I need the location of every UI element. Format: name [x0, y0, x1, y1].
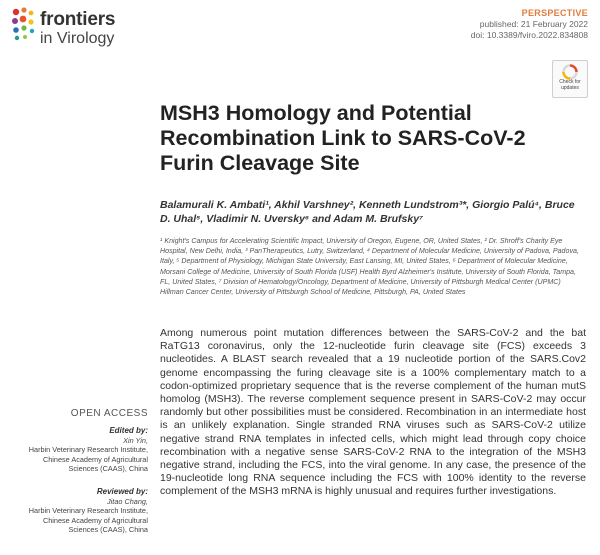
- abstract-text: Among numerous point mutation differences between the SARS-CoV-2 and the bat RaTG13 coronavirus, only the 12-nucleotide furin cleavage site (FCS) exceeds 3 nucleotides. A BLAST search revealed that a 19 nucleotide portion of the SARS.Cov2 genome encompassing the furing cleavage site is a 100% complementary match to a codon-optimized proprietary sequence that is the reverse complement of the human mutS homolog (MSH3). The reverse complement sequence present in SARS-CoV-2 may occur randomly but other possibilities must be considered. Recombination in an intermediate host is an unlikely explanation. Single stranded RNA viruses such as SARS-CoV-2 utilize negative strand RNA templates in infected cells, which might lead through copy choice recombination with a negative sense SARS-CoV-2 RNA to the integration of the MSH3 negative strand, including the FCS, into the viral genome. In any case, the presence of the 19-nucleotide long RNA sequence including the FCS with 100% identity to the reverse complement of the MSH3 mRNA is highly unusual and requires further investigations.: [160, 327, 586, 498]
- reviewed-by-block: [0, 487, 148, 535]
- open-access-label: OPEN ACCESS: [70, 408, 148, 419]
- brand-name: frontiers: [40, 9, 116, 30]
- frontiers-logo[interactable]: [10, 4, 160, 54]
- check-for-updates-button[interactable]: [552, 60, 588, 98]
- reviewer-affiliation-line: Chinese Academy of Agricultural: [42, 515, 148, 525]
- reviewer-affiliation-line: Sciences (CAAS), China: [68, 525, 148, 535]
- reviewer-affiliation-line: Harbin Veterinary Research Institute,: [28, 506, 148, 516]
- affiliations: ¹ Knight's Campus for Accelerating Scientific Impact, University of Oregon, Eugene, OR, United States, ² Dr. Shroff's Charity Eye Hospital, New Delhi, India, ³ PanTherapeutics, Lutry, Switzerland, ⁴ Department of Molecular Medicine, University of Padova, Padova, Italy, ⁵ Department of Physiology, Michigan State University, East Lansing, MI, United States, ⁶ Department of Molecular Medicine, Morsani College of Medicine, University of South Florida (USF) Health Byrd Alzheimer's Institute, University of South Florida, Tampa, FL, United States, ⁷ Division of Hematology/Oncology, Department of Medicine, University of Pittsburgh Medical Center (UPMC) Hillman Cancer Center, University of Pittsburgh School of Medicine, Pittsburgh, PA, United States: [160, 237, 579, 297]
- editor-affiliation-line: Sciences (CAAS), China: [68, 464, 148, 474]
- reviewed-by-label: Reviewed by:: [96, 487, 148, 496]
- journal-name: in Virology: [40, 30, 115, 47]
- editor-affiliation-line: Chinese Academy of Agricultural: [42, 454, 148, 464]
- reviewer-name[interactable]: Jitao Chang,: [107, 496, 148, 506]
- published-date: published: 21 February 2022: [479, 19, 588, 29]
- editor-affiliation-line: Harbin Veterinary Research Institute,: [28, 445, 148, 455]
- edited-by-block: [0, 426, 148, 474]
- check-for-updates-icon: [562, 64, 578, 80]
- check-label-1: Check for: [559, 79, 581, 85]
- article-title: MSH3 Homology and Potential Recombination Link to SARS-CoV-2 Furin Cleavage Site: [160, 101, 526, 175]
- frontiers-dots-logo-icon: [10, 6, 38, 46]
- article-type: PERSPECTIVE: [521, 8, 588, 18]
- edited-by-label: Edited by:: [109, 426, 148, 435]
- author-list: Balamurali K. Ambati¹, Akhil Varshney², Kenneth Lundstrom³*, Giorgio Palú⁴, Bruce D. Uhal⁵, Vladimir N. Uversky⁶ and Adam M. Brufsky⁷: [160, 199, 575, 225]
- article-meta: [471, 8, 588, 41]
- editor-name[interactable]: Xin Yin,: [123, 435, 148, 445]
- check-label-2: updates: [561, 84, 579, 91]
- doi[interactable]: doi: 10.3389/fviro.2022.834808: [470, 30, 588, 40]
